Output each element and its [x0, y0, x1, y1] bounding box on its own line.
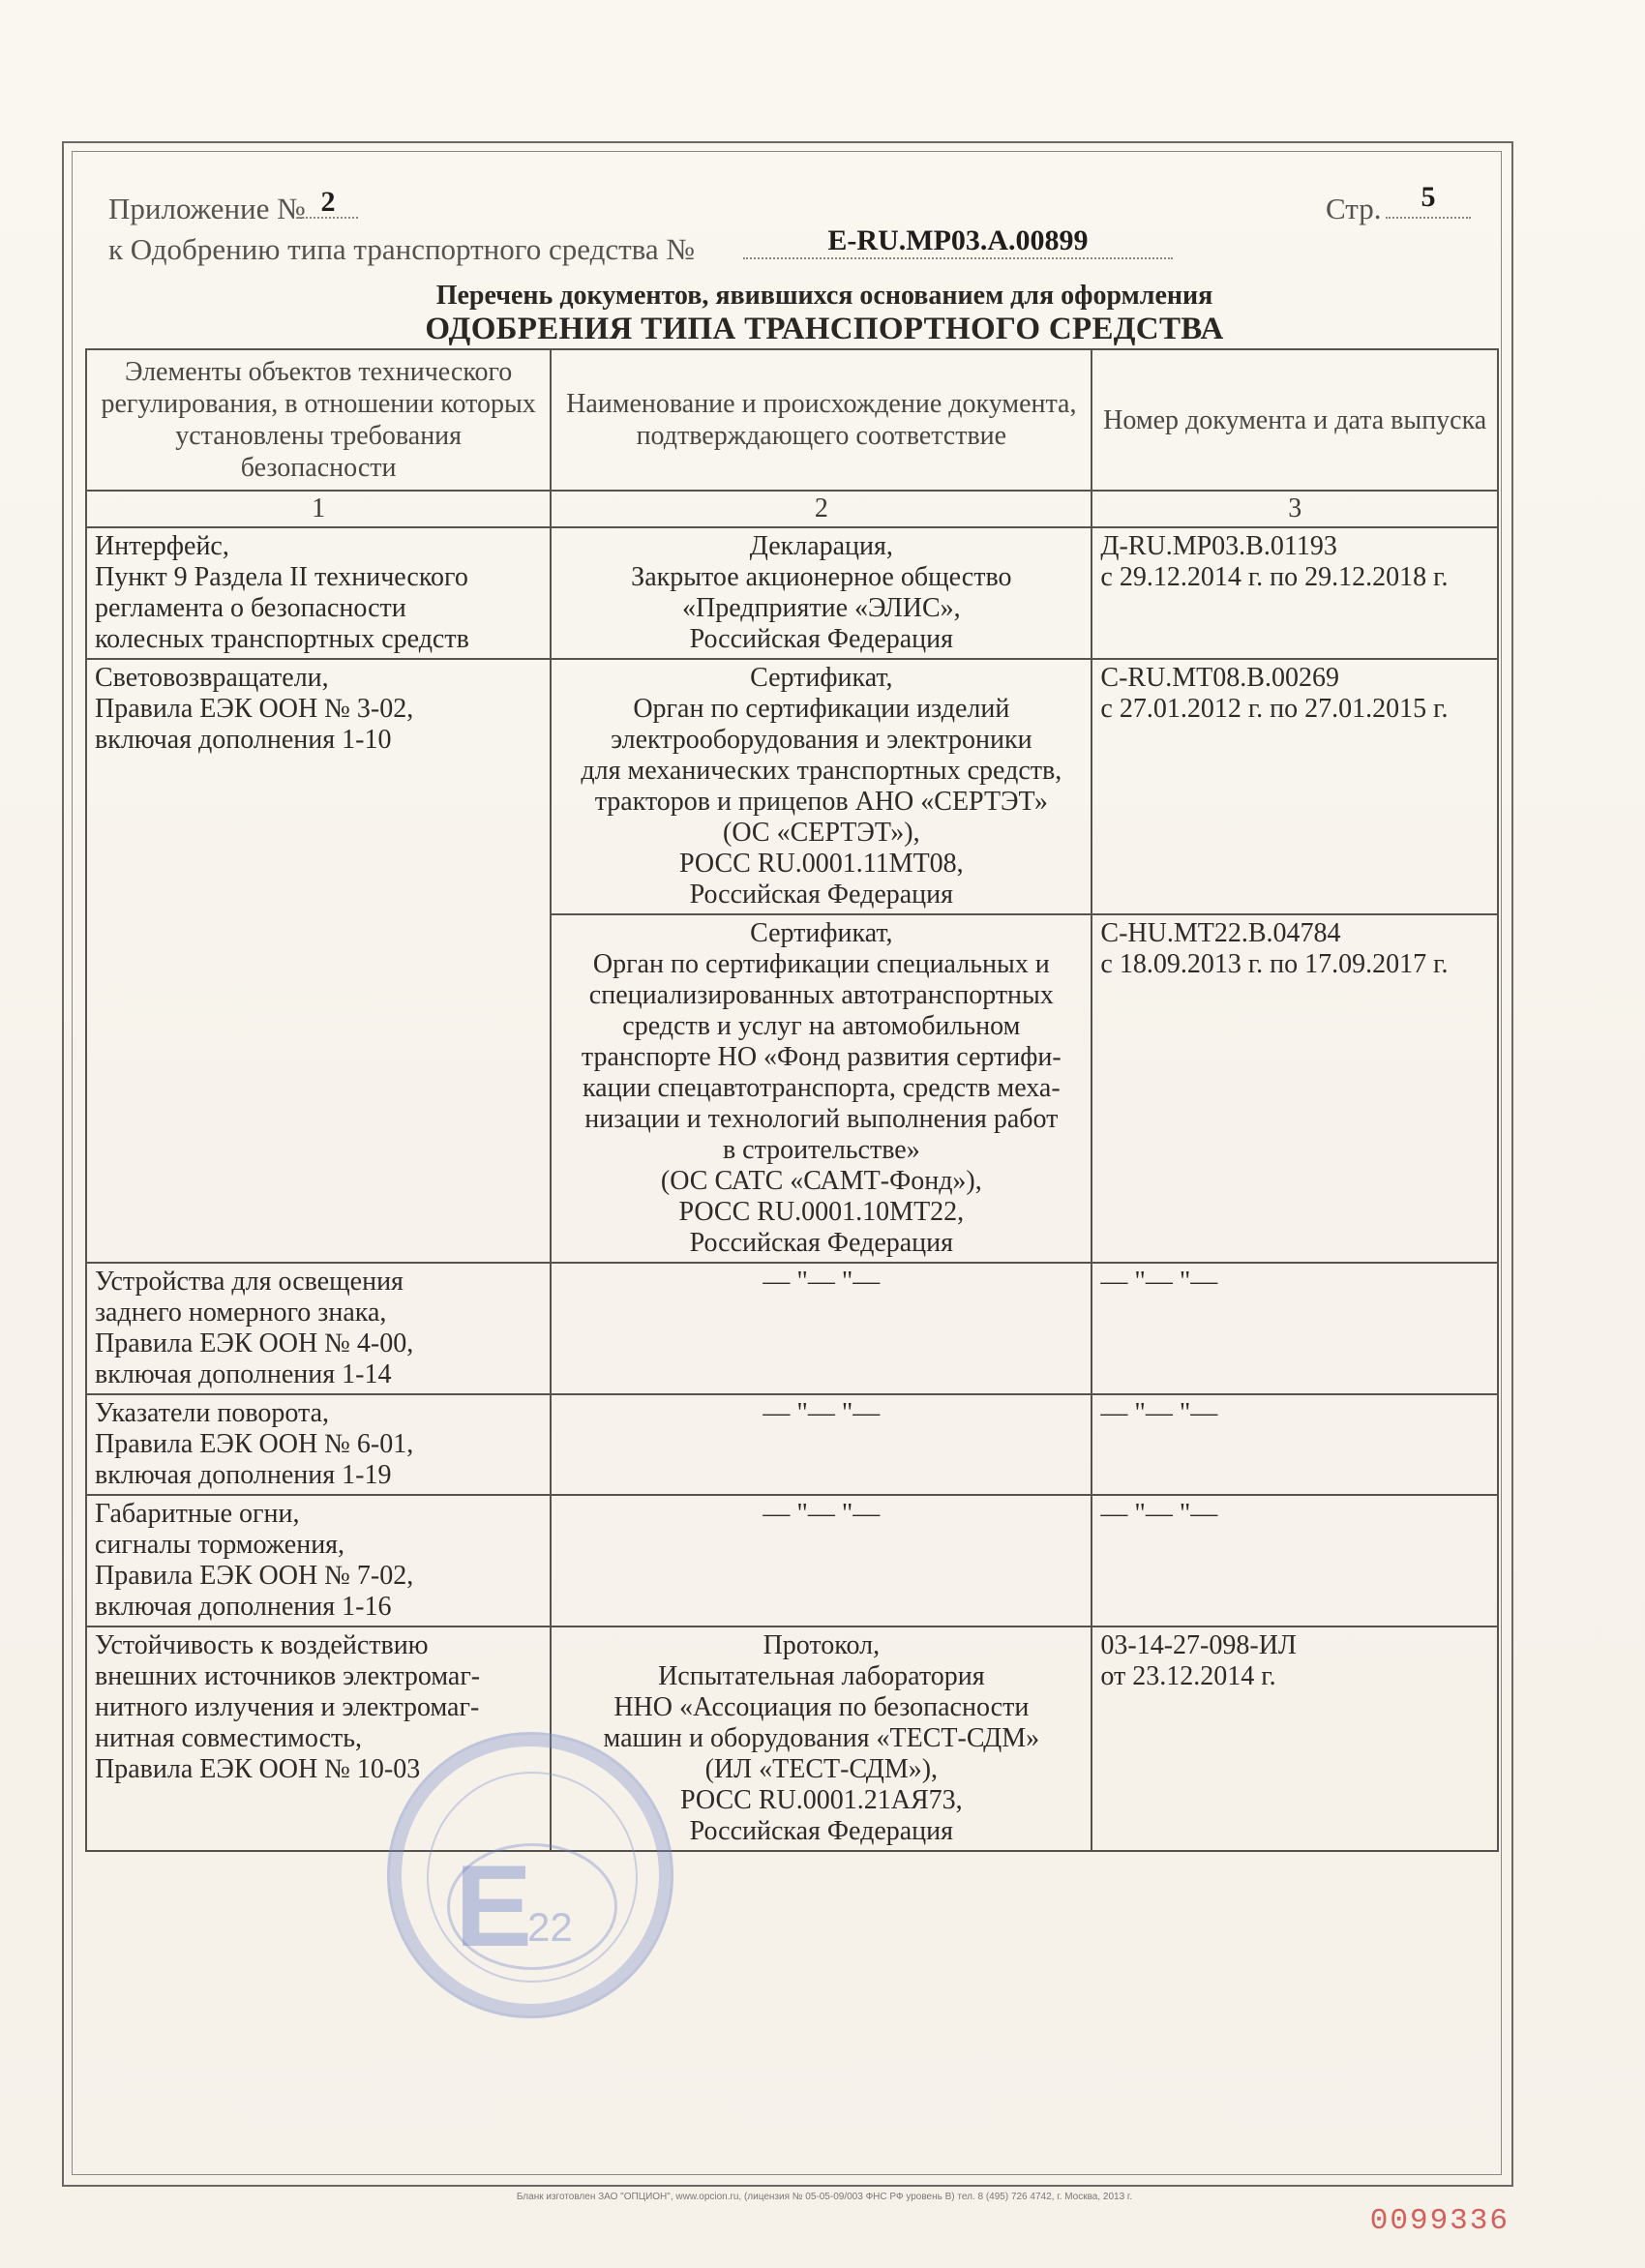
cell-line: включая дополнения 1-10	[95, 725, 392, 755]
cell-line: с 18.09.2013 г. по 17.09.2017 г.	[1100, 949, 1449, 979]
printer-note: Бланк изготовлен ЗАО "ОПЦИОН", www.opcion.ru, (лицензия № 05-05-09/003 ФНС РФ уровень В) тел. 8 (495) 726 4742, г. Москва, 2013 г.	[516, 2192, 1133, 2202]
cell-line: Орган по сертификации специальных и	[592, 949, 1050, 979]
cell-line: РОСС RU.0001.10МТ22,	[678, 1197, 965, 1227]
document-cell	[551, 1394, 1092, 1495]
cell-line: Орган по сертификации изделий	[633, 694, 1010, 724]
approval-number-line	[743, 257, 1173, 259]
page-number-line	[1386, 217, 1471, 219]
cell-line: Испытательная лаборатория	[658, 1661, 985, 1691]
document-cell	[551, 659, 1092, 914]
ditto-mark: — "— "—	[1100, 1398, 1218, 1428]
number-date-cell	[1092, 659, 1498, 914]
stamp-e-mark: E	[455, 1841, 533, 1971]
element-cell	[86, 1495, 551, 1626]
cell-line: (ОС «СЕРТЭТ»),	[723, 818, 920, 848]
column-number-row	[86, 491, 1498, 527]
cell-line: специализированных автотранспортных	[588, 980, 1054, 1010]
element-cell	[86, 1263, 551, 1394]
appendix-label: Приложение №	[108, 192, 306, 225]
cell-line: Правила ЕЭК ООН № 7-02,	[95, 1561, 414, 1591]
cell-line: Правила ЕЭК ООН № 3-02,	[95, 694, 414, 724]
cell-line: Российская Федерация	[689, 1228, 954, 1258]
page-label: Стр.	[1326, 192, 1382, 225]
table-header-row	[86, 349, 1498, 491]
approval-label: к Одобрению типа транспортного средства №	[108, 232, 695, 266]
cell-line: Пункт 9 Раздела II технического	[95, 562, 468, 592]
cell-line: Устойчивость к воздействию	[95, 1630, 429, 1660]
number-date-cell	[1092, 1263, 1498, 1394]
cell-line: транспорте НО «Фонд развития сертифи-	[581, 1042, 1062, 1072]
table-row	[86, 1394, 1498, 1495]
appendix-number: 2	[320, 186, 336, 218]
cell-line: для механических транспортных средств,	[581, 756, 1062, 786]
number-date-cell	[1092, 527, 1498, 659]
cell-line: заднего номерного знака,	[95, 1298, 387, 1328]
cell-line: Интерфейс,	[95, 531, 229, 561]
cell-line: регламента о безопасности	[95, 593, 406, 623]
cell-line: средств и услуг на автомобильном	[622, 1011, 1021, 1041]
col-number-3: 3	[1092, 491, 1498, 527]
cell-line: РОСС RU.0001.21АЯ73,	[680, 1785, 963, 1815]
cell-line: Правила ЕЭК ООН № 4-00,	[95, 1328, 414, 1358]
stamp-country-number: 22	[527, 1904, 573, 1950]
cell-line: Российская Федерация	[689, 624, 954, 654]
number-date-cell	[1092, 1495, 1498, 1626]
cell-line: включая дополнения 1-19	[95, 1460, 392, 1490]
cell-line: РОСС RU.0001.11МТ08,	[678, 849, 964, 879]
number-date-cell	[1092, 1394, 1498, 1495]
header-col-1: Элементы объектов технического регулирования, в отношении которых установлены требования безопасности	[86, 349, 551, 491]
cell-line: «Предприятие «ЭЛИС»,	[682, 593, 961, 623]
cell-line: Российская Федерация	[689, 880, 954, 910]
cell-line: с 27.01.2012 г. по 27.01.2015 г.	[1100, 694, 1449, 724]
ditto-mark: — "— "—	[1100, 1267, 1218, 1297]
element-cell	[86, 659, 551, 1263]
ditto-mark: — "— "—	[763, 1398, 881, 1428]
cell-line: колесных транспортных средств	[95, 624, 469, 654]
cell-line: Декларация,	[749, 531, 893, 561]
cell-line: от 23.12.2014 г.	[1100, 1661, 1276, 1691]
cell-line: тракторов и прицепов АНО «СЕРТЭТ»	[594, 787, 1048, 817]
table-row	[86, 1263, 1498, 1394]
cell-line: электрооборудования и электроники	[611, 725, 1032, 755]
cell-line: Световозвращатели,	[95, 663, 329, 693]
cell-line: С-HU.MT22.B.04784	[1100, 918, 1341, 948]
cell-line: Сертификат,	[750, 663, 893, 693]
cell-line: Д-RU.MP03.B.01193	[1100, 531, 1337, 561]
header-col-2: Наименование и происхождение документа, подтверждающего соответствие	[551, 349, 1092, 491]
cell-line: Правила ЕЭК ООН № 10-03	[95, 1754, 421, 1784]
ditto-mark: — "— "—	[1100, 1499, 1218, 1529]
cell-line: машин и оборудования «ТЕСТ-СДМ»	[603, 1723, 1040, 1753]
cell-line: Протокол,	[763, 1630, 881, 1660]
cell-line: нитная совместимость,	[95, 1723, 363, 1753]
cell-line: кации спецавтотранспорта, средств меха-	[583, 1073, 1061, 1103]
documents-table	[85, 348, 1499, 1852]
cell-line: ННО «Ассоциация по безопасности	[613, 1692, 1030, 1722]
table-row	[86, 527, 1498, 659]
list-title: Перечень документов, явившихся основанием для оформления	[435, 281, 1213, 311]
serial-number: 0099336	[1369, 2204, 1510, 2238]
cell-line: Устройства для освещения	[95, 1267, 404, 1297]
cell-line: Закрытое акционерное общество	[631, 562, 1012, 592]
cell-line: Габаритные огни,	[95, 1499, 300, 1529]
cell-line: 03-14-27-098-ИЛ	[1100, 1630, 1297, 1660]
number-date-cell	[1092, 914, 1498, 1263]
document-cell	[551, 527, 1092, 659]
number-date-cell	[1092, 1626, 1498, 1851]
cell-line: включая дополнения 1-16	[95, 1592, 392, 1622]
cell-line: Указатели поворота,	[95, 1398, 330, 1428]
cell-line: включая дополнения 1-14	[95, 1359, 392, 1389]
document-cell	[551, 1263, 1092, 1394]
cell-line: с 29.12.2014 г. по 29.12.2018 г.	[1100, 562, 1449, 592]
header-col-3: Номер документа и дата выпуска	[1092, 349, 1498, 491]
ditto-mark: — "— "—	[763, 1499, 881, 1529]
document-cell	[551, 1495, 1092, 1626]
cell-line: Правила ЕЭК ООН № 6-01,	[95, 1429, 414, 1459]
cell-line: С-RU.MT08.B.00269	[1100, 663, 1339, 693]
table-row	[86, 659, 1498, 914]
col-number-2: 2	[551, 491, 1092, 527]
cell-line: низации и технологий выполнения работ	[584, 1104, 1059, 1134]
page-number: 5	[1421, 181, 1436, 213]
table-row	[86, 1626, 1498, 1851]
list-title-caps: ОДОБРЕНИЯ ТИПА ТРАНСПОРТНОГО СРЕДСТВА	[425, 312, 1224, 346]
table-row	[86, 1495, 1498, 1626]
cell-line: Сертификат,	[750, 918, 893, 948]
cell-line: Российская Федерация	[689, 1816, 954, 1846]
cell-line: внешних источников электромаг-	[95, 1661, 481, 1691]
col-number-1: 1	[86, 491, 551, 527]
cell-line: нитного излучения и электромаг-	[95, 1692, 480, 1722]
document-cell	[551, 914, 1092, 1263]
ditto-mark: — "— "—	[763, 1267, 881, 1297]
approval-number: E-RU.MP03.A.00899	[827, 224, 1089, 256]
cell-line: (ИЛ «ТЕСТ-СДМ»),	[704, 1754, 939, 1784]
element-cell	[86, 527, 551, 659]
element-cell	[86, 1394, 551, 1495]
cell-line: в строительстве»	[722, 1135, 920, 1165]
cell-line: (ОС САТС «САМТ-Фонд»),	[660, 1166, 982, 1196]
cell-line: сигналы торможения,	[95, 1530, 345, 1560]
